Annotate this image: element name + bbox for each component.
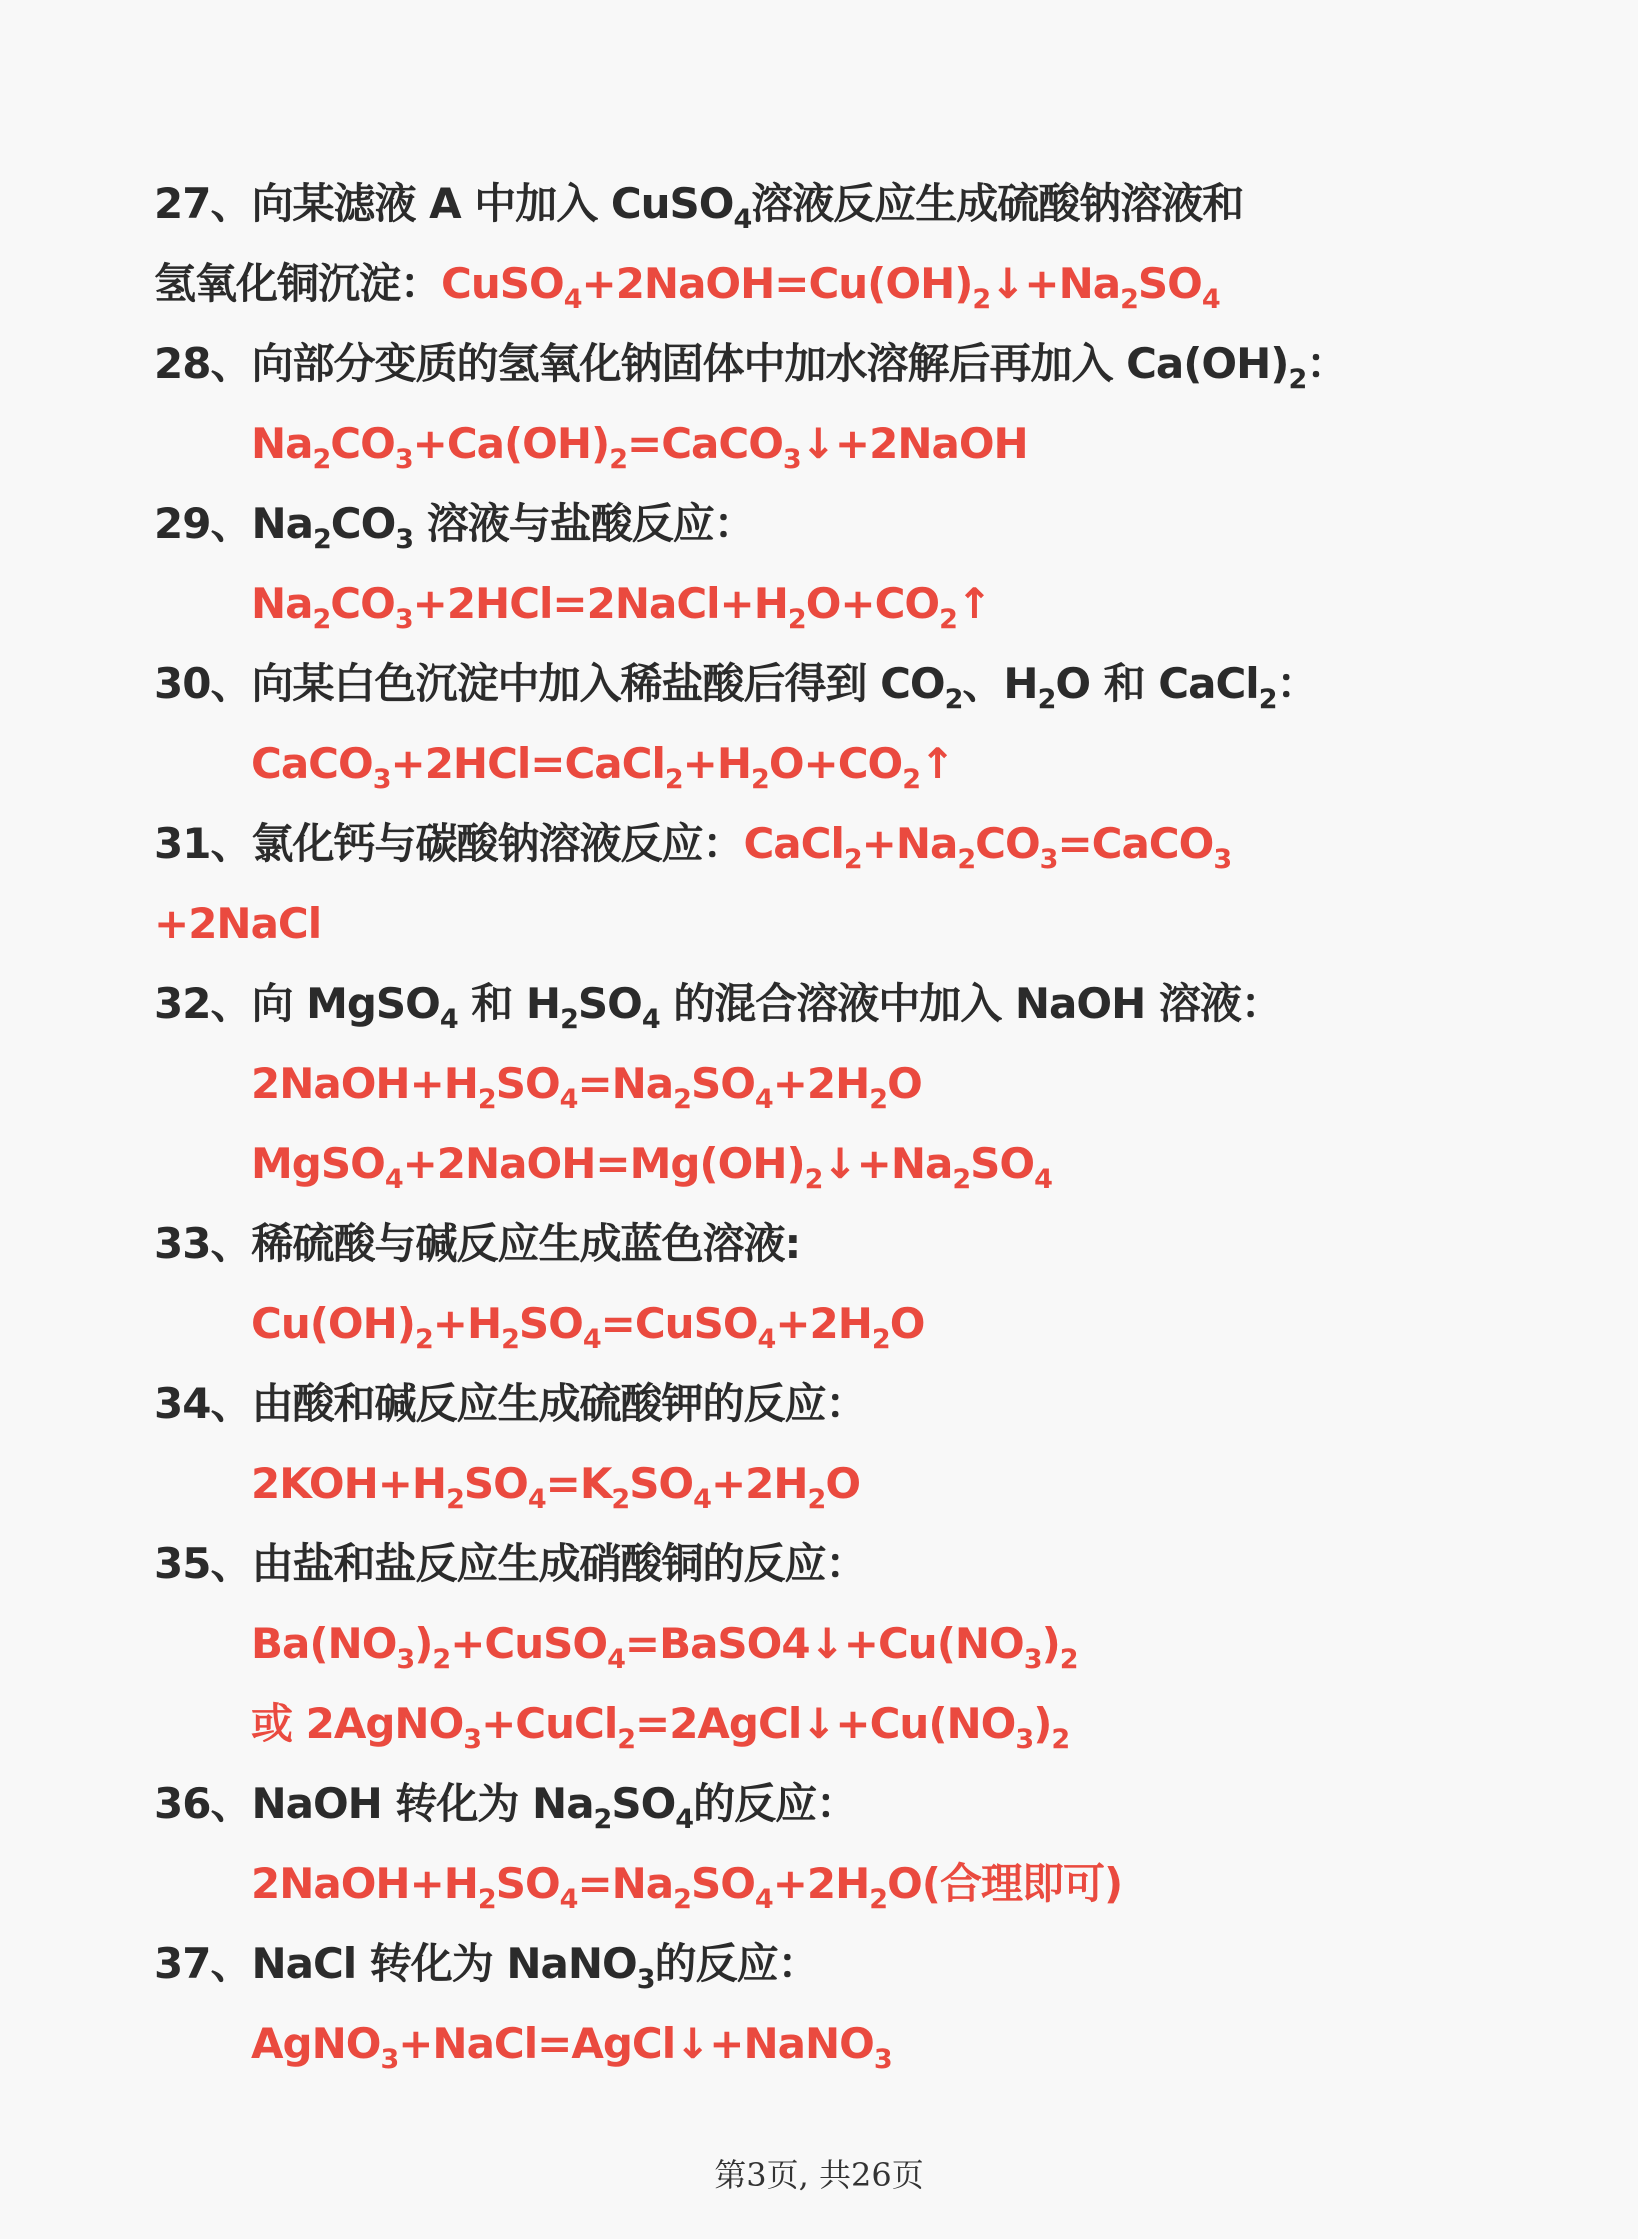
subscript: 2	[414, 1324, 433, 1355]
subscript: 2	[843, 844, 862, 875]
equation-text: ↓+Na	[990, 259, 1121, 308]
subscript: 2	[312, 524, 331, 555]
subscript: 2	[312, 444, 331, 475]
equation-line	[154, 1284, 1624, 1364]
equation-text: =Na	[577, 1059, 674, 1108]
subscript: 2	[611, 1484, 630, 1515]
equation-text: SO	[495, 1059, 560, 1108]
equation-text: Na	[251, 579, 313, 628]
question-text: 31、氯化钙与碳酸钠溶液反应：	[154, 819, 744, 868]
equation-text: SO	[495, 1859, 560, 1908]
subscript: 2	[869, 1084, 888, 1115]
question-text: SO	[611, 1779, 676, 1828]
equation-text: Ba(NO	[251, 1619, 397, 1668]
subscript: 2	[952, 1164, 971, 1195]
equation-text: AgNO	[251, 2019, 381, 2068]
subscript: 4	[527, 1484, 546, 1515]
equation-text: +CuCl	[481, 1699, 618, 1748]
subscript: 2	[593, 1804, 612, 1835]
equation-text: CaCl	[743, 819, 844, 868]
equation-text: +H	[682, 739, 752, 788]
subscript: 2	[477, 1084, 496, 1115]
equation-text: SO	[629, 1459, 694, 1508]
question-line	[154, 1364, 1624, 1444]
equation-text: +H	[432, 1299, 502, 1348]
equation-text: 2KOH+H	[251, 1459, 447, 1508]
subscript: 4	[559, 1084, 578, 1115]
equation-text: +2H	[772, 1859, 870, 1908]
equation-text: +2NaCl	[154, 899, 322, 948]
subscript: 4	[733, 204, 752, 235]
subscript: 2	[560, 1004, 578, 1035]
question-line	[154, 1764, 1624, 1844]
equation-text: +2HCl=CaCl	[390, 739, 665, 788]
equation-text: +NaCl=AgCl↓+NaNO	[398, 2019, 874, 2068]
question-text: ：	[1306, 339, 1348, 388]
subscript: 2	[664, 764, 683, 795]
subscript: 4	[754, 1884, 773, 1915]
subscript: 4	[675, 1804, 694, 1835]
equation-text: O(合理即可)	[887, 1859, 1123, 1908]
question-line	[154, 1924, 1624, 2004]
equation-text: 2NaOH+H	[251, 1059, 478, 1108]
equation-text: +2NaOH=Mg(OH)	[402, 1139, 805, 1188]
question-text: 溶液反应生成硫酸钠溶液和	[751, 179, 1244, 228]
equation-text: =2AgCl↓+Cu(NO	[635, 1699, 1016, 1748]
subscript: 2	[939, 604, 957, 635]
equation-text: SO	[690, 1859, 755, 1908]
subscript: 4	[384, 1164, 403, 1195]
equation-text: ↑	[920, 739, 955, 788]
equation-text: O	[825, 1459, 861, 1508]
subscript: 3	[394, 604, 413, 635]
question-line	[154, 964, 1624, 1044]
question-text: 32、向 MgSO	[154, 979, 440, 1028]
subscript: 2	[1037, 684, 1056, 715]
question-text: 氢氧化铜沉淀：	[154, 259, 442, 308]
subscript: 2	[1288, 364, 1307, 395]
subscript: 4	[754, 1084, 773, 1115]
question-line	[154, 324, 1624, 404]
subscript: 4	[439, 1004, 458, 1035]
equation-line	[154, 1044, 1624, 1124]
subscript: 2	[609, 444, 628, 475]
equation-line	[154, 1124, 1624, 1204]
question-line	[154, 1204, 1624, 1284]
equation-text: CO	[975, 819, 1040, 868]
equation-text: )	[1041, 1619, 1060, 1668]
subscript: 4	[563, 284, 582, 315]
equation-text: O+CO	[768, 739, 903, 788]
equation-text: Na	[251, 419, 313, 468]
subscript: 2	[501, 1324, 519, 1355]
equation-line	[154, 1844, 1624, 1924]
equation-line	[154, 404, 1624, 484]
equation-text: Cu(OH)	[251, 1299, 415, 1348]
question-line	[154, 244, 1624, 324]
equation-text: ↓+Na	[822, 1139, 953, 1188]
subscript: 3	[782, 444, 801, 475]
subscript: 2	[1120, 284, 1138, 315]
subscript: 3	[395, 524, 414, 555]
question-text: 30、向某白色沉淀中加入稀盐酸后得到 CO	[154, 659, 945, 708]
equation-line	[154, 1444, 1624, 1524]
equation-text: )	[1033, 1699, 1052, 1748]
question-text: ：	[1276, 659, 1318, 708]
equation-text: SO	[518, 1299, 583, 1348]
equation-line	[154, 1684, 1624, 1764]
equation-text: =Na	[577, 1859, 674, 1908]
equation-text: +Na	[861, 819, 958, 868]
subscript: 2	[944, 684, 963, 715]
subscript: 4	[1034, 1164, 1052, 1195]
subscript: 4	[559, 1884, 578, 1915]
equation-line	[154, 2004, 1624, 2084]
equation-text: O+CO	[805, 579, 940, 628]
equation-text: O	[889, 1299, 925, 1348]
subscript: 2	[807, 1484, 826, 1515]
equation-text: SO	[690, 1059, 755, 1108]
question-text: O 和 CaCl	[1055, 659, 1259, 708]
equation-line	[154, 724, 1624, 804]
subscript: 3	[372, 764, 391, 795]
subscript: 2	[673, 1084, 691, 1115]
subscript: 3	[463, 1724, 482, 1755]
question-line	[154, 884, 1624, 964]
equation-line	[154, 564, 1624, 644]
question-text: 的混合溶液中加入 NaOH 溶液：	[659, 979, 1282, 1028]
equation-text: CO	[330, 419, 395, 468]
subscript: 2	[751, 764, 769, 795]
subscript: 2	[1258, 684, 1277, 715]
subscript: 2	[617, 1724, 636, 1755]
document-body	[154, 164, 1624, 2084]
equation-text: SO	[463, 1459, 528, 1508]
equation-line	[154, 1604, 1624, 1684]
question-text: CO	[330, 499, 396, 548]
subscript: 2	[312, 604, 331, 635]
subscript: 3	[380, 2044, 399, 2075]
subscript: 2	[787, 604, 806, 635]
equation-text: =CaCO	[627, 419, 783, 468]
equation-text: CaCO	[251, 739, 373, 788]
subscript: 3	[394, 444, 413, 475]
question-text: 溶液与盐酸反应：	[413, 499, 755, 548]
question-text: 28、向部分变质的氢氧化钠固体中加水溶解后再加入 Ca(OH)	[154, 339, 1289, 388]
equation-text: +2H	[775, 1299, 872, 1348]
equation-text: SO	[970, 1139, 1035, 1188]
equation-text: +2H	[710, 1459, 808, 1508]
equation-text: +CuSO	[450, 1619, 608, 1668]
equation-text: O	[887, 1059, 922, 1108]
page-number: 第3页, 共26页	[714, 2156, 924, 2194]
subscript: 4	[757, 1324, 776, 1355]
question-line	[154, 484, 1624, 564]
question-text: 33、稀硫酸与碱反应生成蓝色溶液:	[154, 1219, 801, 1268]
subscript: 2	[871, 1324, 890, 1355]
equation-text: )	[414, 1619, 433, 1668]
question-line	[154, 804, 1624, 884]
subscript: 3	[873, 2044, 892, 2075]
question-text: SO	[577, 979, 642, 1028]
equation-text: =CaCO	[1057, 819, 1214, 868]
equation-text: MgSO	[251, 1139, 385, 1188]
subscript: 2	[972, 284, 991, 315]
equation-text: +2HCl=2NaCl+H	[412, 579, 788, 628]
question-text: 35、由盐和盐反应生成硝酸铜的反应：	[154, 1539, 867, 1588]
question-line	[154, 164, 1624, 244]
subscript: 2	[804, 1164, 823, 1195]
equation-text: +2H	[772, 1059, 870, 1108]
subscript: 4	[693, 1484, 711, 1515]
subscript: 3	[1015, 1724, 1034, 1755]
question-text: 的反应：	[654, 1939, 819, 1988]
question-text: 的反应：	[693, 1779, 858, 1828]
equation-text: CuSO	[441, 259, 564, 308]
equation-text: +Ca(OH)	[412, 419, 610, 468]
subscript: 3	[396, 1644, 415, 1675]
subscript: 2	[869, 1884, 888, 1915]
question-line	[154, 644, 1624, 724]
subscript: 2	[1051, 1724, 1070, 1755]
equation-text: +2NaOH=Cu(OH)	[581, 259, 973, 308]
equation-text: ↓+2NaOH	[800, 419, 1028, 468]
subscript: 2	[673, 1884, 691, 1915]
equation-text: =CuSO	[600, 1299, 758, 1348]
subscript: 2	[957, 844, 976, 875]
subscript: 4	[1201, 284, 1220, 315]
subscript: 2	[477, 1884, 496, 1915]
question-text: 36、NaOH 转化为 Na	[154, 1779, 594, 1828]
question-text: 34、由酸和碱反应生成硫酸钾的反应：	[154, 1379, 867, 1428]
equation-text: 2NaOH+H	[251, 1859, 478, 1908]
subscript: 2	[432, 1644, 451, 1675]
subscript: 2	[1059, 1644, 1078, 1675]
subscript: 3	[1213, 844, 1232, 875]
question-text: 和 H	[457, 979, 561, 1028]
subscript: 3	[1039, 844, 1058, 875]
question-text: 29、Na	[154, 499, 313, 548]
question-line	[154, 1524, 1624, 1604]
equation-text: CO	[330, 579, 395, 628]
subscript: 2	[902, 764, 921, 795]
equation-text: SO	[1137, 259, 1202, 308]
question-text: 、H	[962, 659, 1038, 708]
equation-text: ↑	[956, 579, 992, 628]
subscript: 4	[607, 1644, 625, 1675]
subscript: 2	[446, 1484, 464, 1515]
subscript: 3	[636, 1964, 655, 1995]
equation-text: =K	[545, 1459, 612, 1508]
subscript: 3	[1023, 1644, 1042, 1675]
subscript: 4	[582, 1324, 601, 1355]
question-text: 27、向某滤液 A 中加入 CuSO	[154, 179, 734, 228]
question-text: 37、NaCl 转化为 NaNO	[154, 1939, 637, 1988]
subscript: 4	[641, 1004, 660, 1035]
equation-text: =BaSO4↓+Cu(NO	[624, 1619, 1024, 1668]
equation-text: 或 2AgNO	[251, 1699, 464, 1748]
